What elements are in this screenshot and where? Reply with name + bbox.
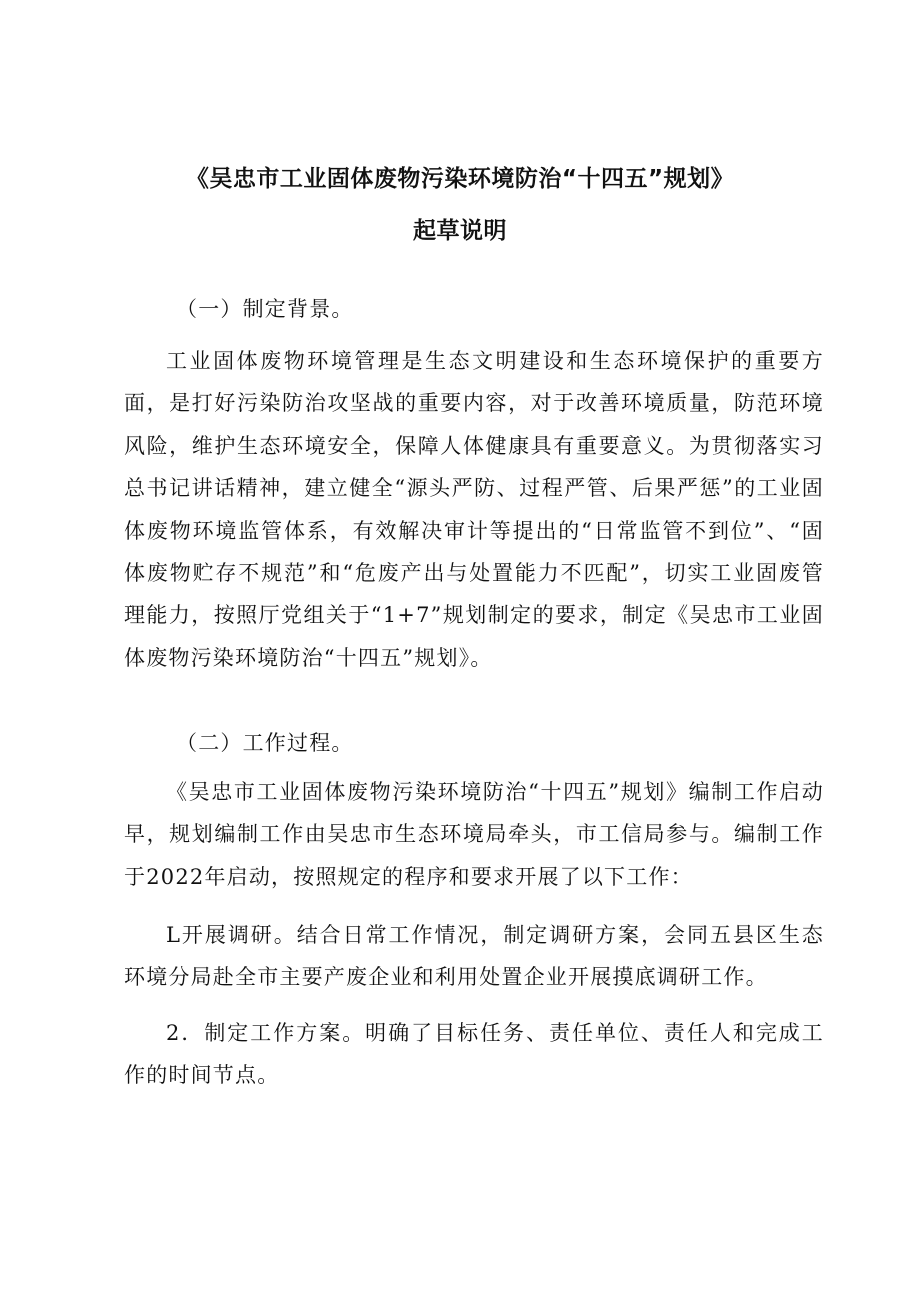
background-paragraph: 工业固体废物环境管理是生态文明建设和生态环境保护的重要方面，是打好污染防治攻坚战的重要内容，对于改善环境质量，防范环境风险，维护生态环境安全，保障人体健康具有重要意义。为贯彻落实习总书记讲话精神，建立健全“源头严防、过程严管、后果严惩”的工业固体废物环境监管体系，有效解决审计等提出的“日常监管不到位”、“固体废物贮存不规范”和“危废产出与处置能力不匹配”，切实工业固废管理能力，按照厅党组关于“1+7”规划制定的要求，制定《吴忠市工业固体废物污染环境防治“十四五”规划》。	[124, 349, 824, 670]
section-heading-process: （二）工作过程。	[176, 731, 354, 755]
document-subtitle: 起草说明	[413, 218, 507, 244]
process-paragraph: 《吴忠市工业固体废物污染环境防治“十四五”规划》编制工作启动早，规划编制工作由吴忠市生态环境局牵头，市工信局参与。编制工作于2022年启动，按照规定的程序和要求开展了以下工作：	[124, 780, 824, 889]
list-item-work-plan: 2．制定工作方案。明确了目标任务、责任单位、责任人和完成工作的时间节点。	[124, 1021, 824, 1088]
document-title: 《吴忠市工业固体废物污染环境防治“十四五”规划》	[185, 166, 735, 192]
section-heading-background: （一）制定背景。	[176, 297, 354, 321]
list-item-research: L开展调研。结合日常工作情况，制定调研方案，会同五县区生态环境分局赴全市主要产废企业和利用处置企业开展摸底调研工作。	[124, 923, 824, 990]
